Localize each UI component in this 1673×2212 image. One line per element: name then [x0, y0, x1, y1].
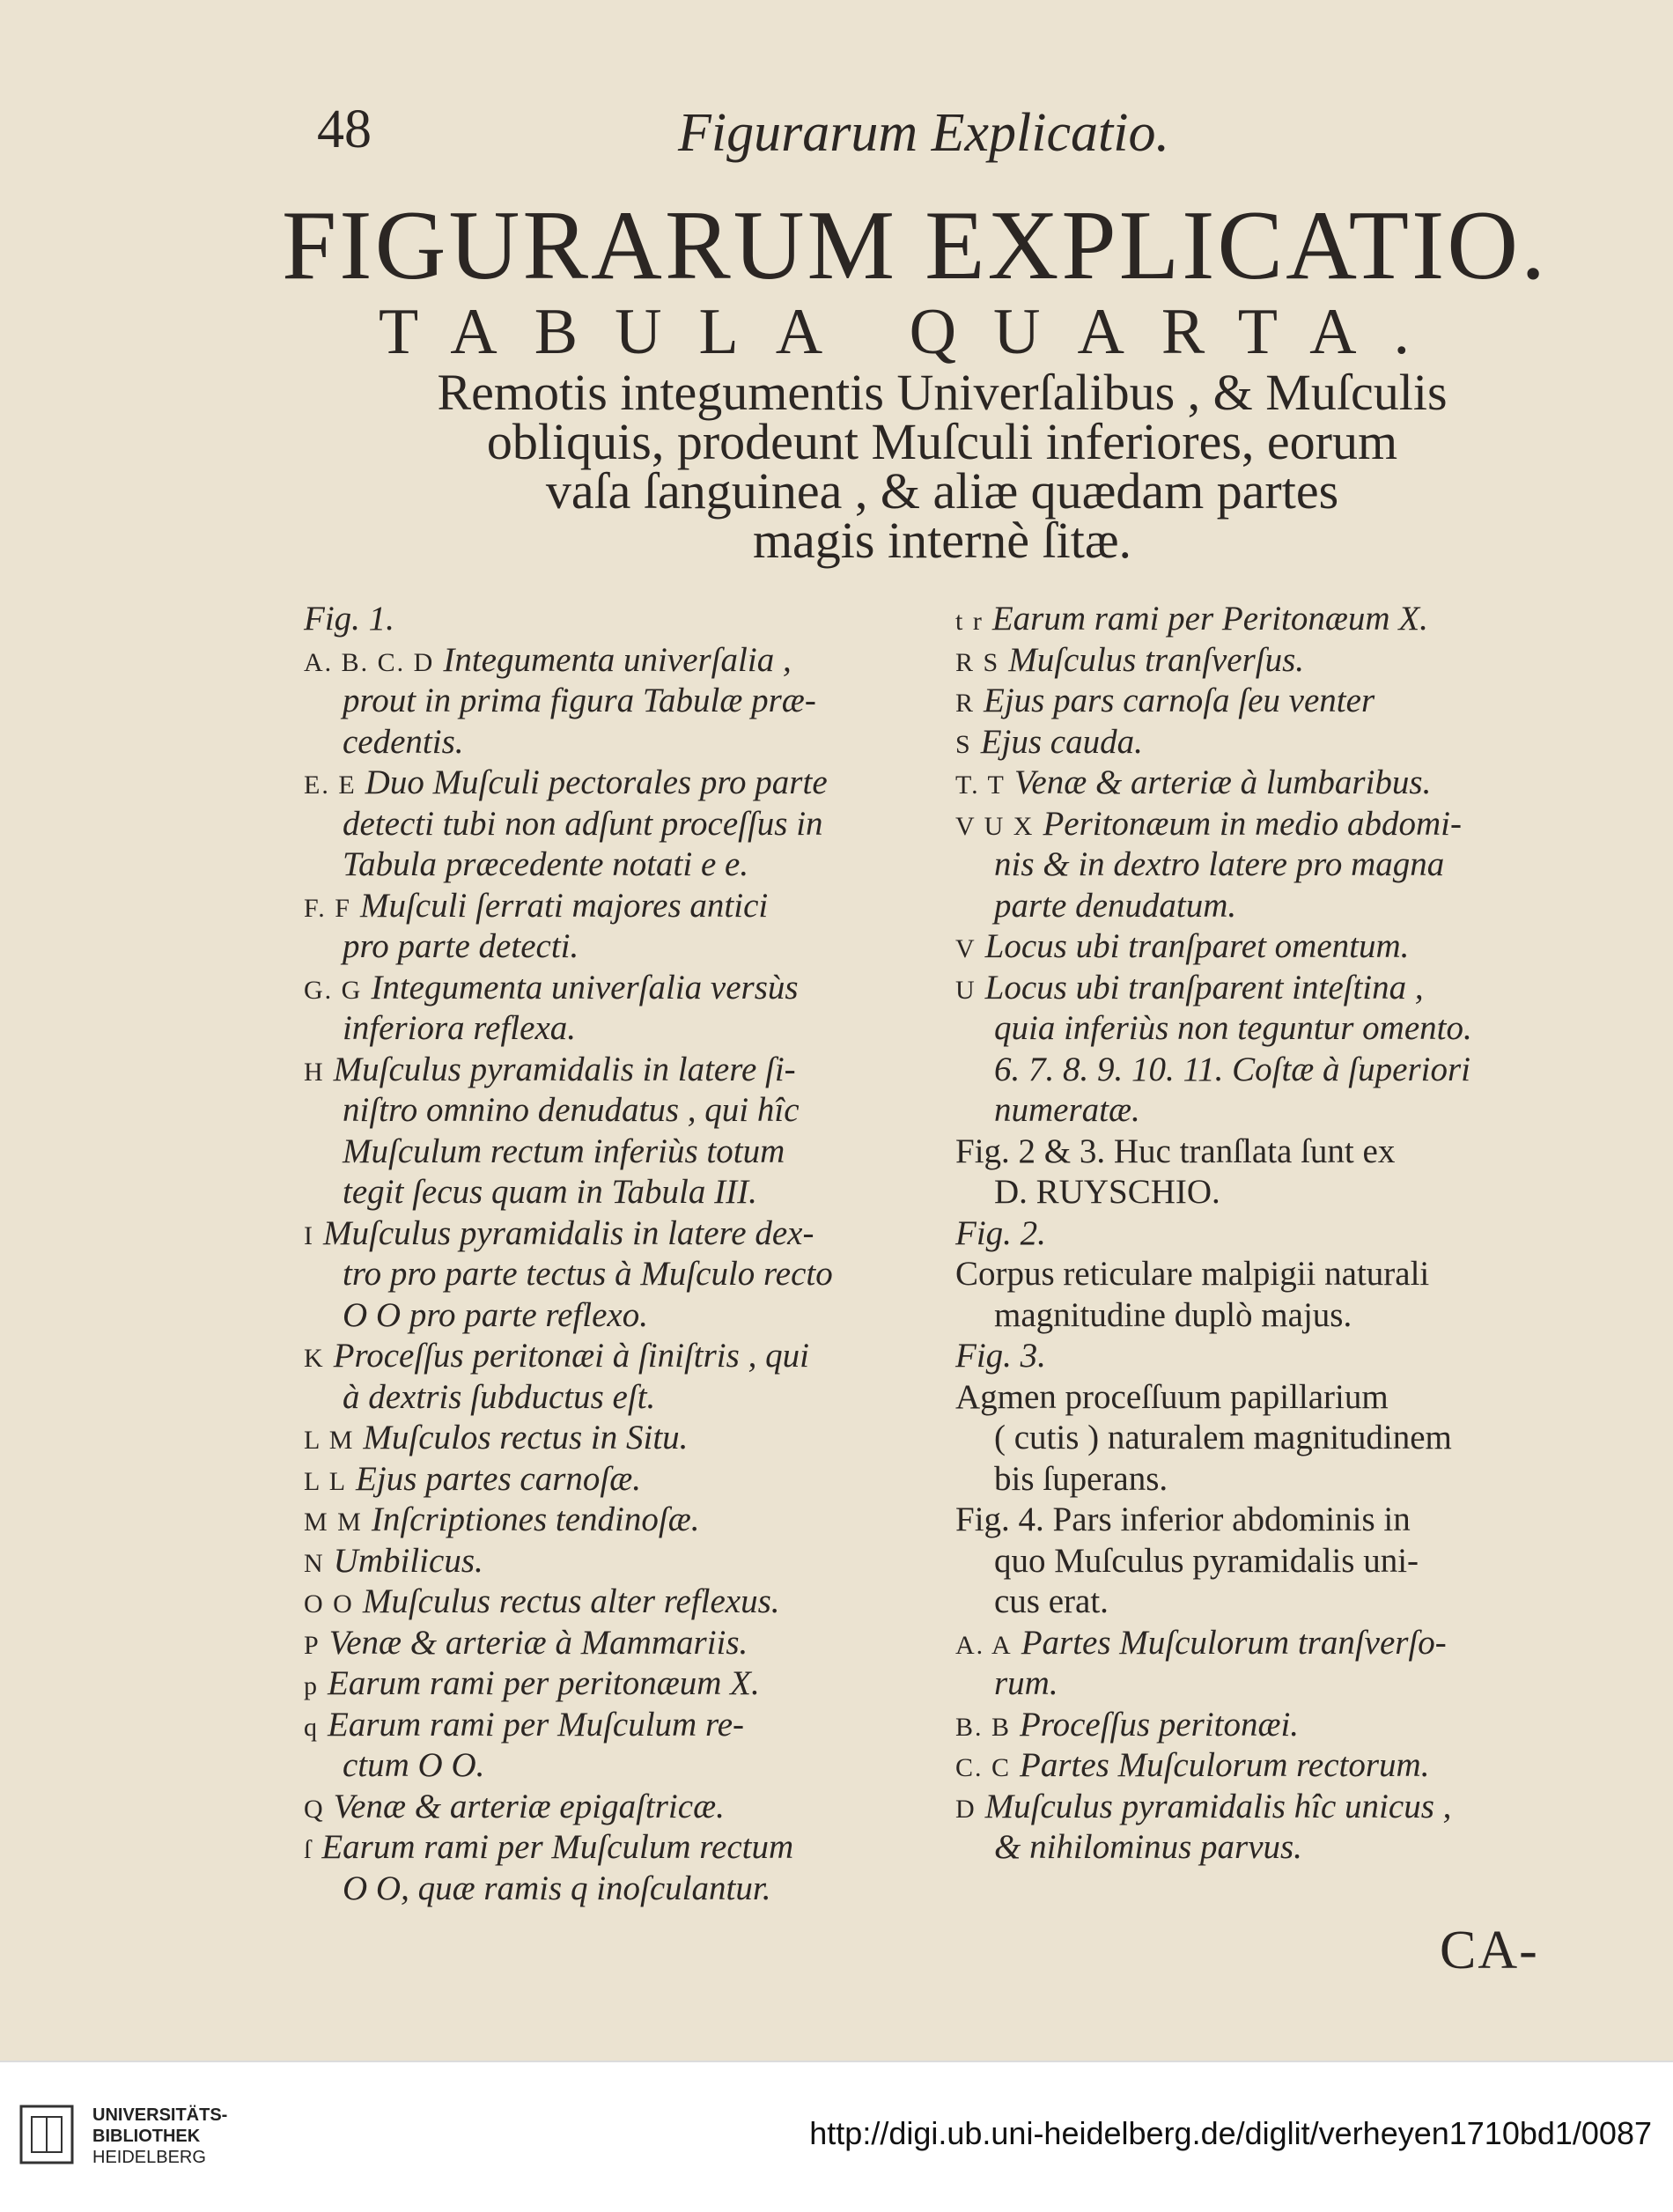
legend-line — [955, 1459, 1554, 1500]
legend-key: L M — [304, 1426, 355, 1455]
subtitle: TABULA QUARTA. — [379, 296, 1448, 368]
legend-key: V U X — [955, 811, 1035, 841]
legend-line — [955, 926, 1554, 968]
legend-line — [304, 804, 920, 845]
legend-text: prout in prima figura Tabulæ præ- — [343, 682, 816, 719]
legend-key: q — [304, 1712, 319, 1742]
legend-key: T. T — [955, 771, 1006, 800]
legend-key: A. A — [955, 1630, 1013, 1660]
legend-text: Integumenta univerſalia versùs — [371, 968, 799, 1006]
legend-line — [955, 1500, 1554, 1541]
legend-text: Peritonæum in medio abdomi- — [1043, 804, 1462, 843]
legend-line — [955, 1090, 1554, 1132]
legend-text: Venæ & arteriæ à lumbaribus. — [1013, 763, 1432, 801]
legend-text: Partes Muſculorum rectorum. — [1020, 1746, 1430, 1784]
source-url-link[interactable]: http://digi.ub.uni-heidelberg.de/diglit/verheyen1710bd1/0087 — [809, 2115, 1652, 2151]
legend-key: V — [955, 934, 977, 963]
legend-text: ( cutis ) naturalem magnitudinem — [994, 1419, 1452, 1456]
legend-text: tro pro parte tectus à Muſculo recto — [343, 1255, 833, 1293]
legend-text: niſtro omnino denudatus , qui hîc — [343, 1091, 800, 1129]
legend-text: cedentis. — [343, 722, 464, 761]
legend-key: F. F — [304, 893, 351, 923]
legend-line — [955, 1623, 1554, 1664]
legend-text: Agmen proceſſuum papillarium — [955, 1377, 1389, 1416]
intro-line: magis internè ſitæ. — [752, 512, 1132, 569]
legend-key: A. B. C. D — [304, 647, 435, 677]
legend-line — [955, 804, 1554, 845]
legend-key: G. G — [304, 975, 363, 1005]
legend-text: Earum rami per Muſculum rectum — [321, 1828, 794, 1866]
legend-key: I — [304, 1220, 314, 1250]
legend-key: C. C — [955, 1753, 1012, 1782]
legend-text: & nihilominus parvus. — [994, 1828, 1302, 1866]
university-seal-icon — [16, 2099, 77, 2170]
legend-text: ctum O O. — [343, 1746, 485, 1784]
legend-line — [955, 968, 1554, 1009]
legend-text: Partes Muſculorum tranſverſo- — [1021, 1623, 1447, 1662]
legend-text: Integumenta univerſalia , — [443, 640, 792, 679]
legend-line — [304, 1787, 920, 1828]
legend-line — [304, 1582, 920, 1623]
legend-line — [955, 1254, 1554, 1295]
legend-line — [304, 722, 920, 763]
legend-text: rum. — [994, 1664, 1058, 1702]
intro-line: obliquis, prodeunt Muſculi inferiores, eorum — [486, 413, 1398, 470]
legend-text: Locus ubi tranſparet omentum. — [984, 927, 1410, 965]
legend-line — [955, 1213, 1554, 1255]
legend-line — [955, 1787, 1554, 1828]
legend-key: N — [304, 1548, 325, 1578]
legend-text: Fig. 4. Pars inferior abdominis in — [955, 1500, 1411, 1538]
legend-key: B. B — [955, 1712, 1012, 1742]
legend-key: K — [304, 1344, 325, 1373]
legend-text: nis & in dextro latere pro magna — [994, 845, 1445, 883]
legend-text: inferiora reflexa. — [343, 1009, 577, 1047]
legend-key: D — [955, 1794, 977, 1824]
legend-line — [304, 1663, 920, 1705]
legend-text: Umbilicus. — [333, 1541, 483, 1580]
legend-line — [304, 1500, 920, 1541]
legend-key: R S — [955, 647, 1000, 677]
legend-text: Muſculum rectum inferiùs totum — [343, 1132, 785, 1170]
legend-key: H — [304, 1057, 325, 1087]
legend-text: Muſculus tranſverſus. — [1008, 640, 1305, 679]
legend-line — [304, 1336, 920, 1377]
legend-text: bis ſuperans. — [994, 1459, 1168, 1498]
legend-line — [304, 640, 920, 682]
logo-line: BIBLIOTHEK — [92, 2127, 201, 2146]
legend-text: Proceſſus peritonæi. — [1020, 1705, 1300, 1744]
running-head — [317, 99, 1550, 169]
legend-key: ſ — [304, 1835, 313, 1864]
right-column — [955, 599, 1554, 1869]
legend-line — [304, 599, 920, 640]
legend-key: O O — [304, 1589, 354, 1618]
legend-line — [304, 1377, 920, 1419]
legend-line — [304, 1459, 920, 1500]
legend-text: Proceſſus peritonæi à ſiniſtris , qui — [333, 1337, 809, 1375]
legend-key: Q — [304, 1794, 325, 1824]
legend-text: Locus ubi tranſparent inteſtina , — [984, 968, 1424, 1006]
legend-text: Fig. 3. — [955, 1337, 1046, 1375]
legend-text: Venæ & arteriæ epigaſtricæ. — [333, 1787, 725, 1825]
legend-key: t r — [955, 607, 984, 636]
legend-line — [955, 886, 1554, 927]
legend-line — [304, 1213, 920, 1255]
intro-paragraph — [343, 364, 1541, 569]
legend-line — [304, 1050, 920, 1091]
legend-line — [955, 640, 1554, 682]
legend-line — [304, 1705, 920, 1746]
legend-text: Inſcriptiones tendinoſæ. — [371, 1500, 700, 1538]
legend-text: Muſculus pyramidalis in latere ſi- — [333, 1050, 796, 1088]
footer-bar — [0, 2061, 1673, 2212]
legend-text: pro parte detecti. — [343, 927, 579, 965]
legend-text: Duo Muſculi pectorales pro parte — [365, 763, 828, 801]
left-column — [304, 599, 920, 1909]
legend-text: Tabula præcedente notati e e. — [343, 845, 749, 883]
legend-key: R — [955, 689, 976, 718]
legend-line — [304, 1623, 920, 1664]
legend-key: p — [304, 1671, 319, 1700]
legend-line — [955, 1418, 1554, 1459]
legend-line — [304, 844, 920, 886]
legend-text: D. RUYSCHIO. — [994, 1173, 1220, 1211]
legend-line — [955, 722, 1554, 763]
legend-line — [304, 1418, 920, 1459]
legend-text: cus erat. — [994, 1582, 1109, 1620]
legend-text: numeratæ. — [994, 1091, 1140, 1129]
legend-line — [955, 681, 1554, 722]
logo-line: UNIVERSITÄTS- — [92, 2105, 228, 2125]
legend-text: Earum rami per Peritonæum X. — [991, 600, 1428, 638]
legend-line — [304, 1869, 920, 1910]
legend-text: Muſculus rectus alter reflexus. — [362, 1582, 780, 1620]
intro-line: vaſa ſanguinea , & aliæ quædam partes — [545, 462, 1339, 520]
legend-line — [304, 1745, 920, 1787]
legend-line — [955, 1008, 1554, 1050]
legend-line — [304, 763, 920, 804]
legend-text: Muſculus pyramidalis hîc unicus , — [984, 1787, 1452, 1825]
catchword: CA- — [1440, 1921, 1539, 1980]
legend-text: magnitudine duplò majus. — [994, 1295, 1352, 1334]
legend-line — [304, 1172, 920, 1213]
legend-text: à dextris ſubductus eſt. — [343, 1377, 656, 1416]
legend-key: U — [955, 975, 977, 1005]
legend-text: Corpus reticulare malpigii naturali — [955, 1255, 1430, 1293]
legend-line — [955, 844, 1554, 886]
running-title: Figurarum Explicatio. — [678, 103, 1169, 163]
intro-line: Remotis integumentis Univerſalibus , & Muſculis — [437, 364, 1448, 421]
legend-text: Muſculus pyramidalis in latere dex- — [323, 1213, 814, 1252]
legend-text: O O, quæ ramis q inoſculantur. — [343, 1869, 771, 1907]
legend-line — [304, 1008, 920, 1050]
legend-text: Ejus pars carnoſa ſeu venter — [984, 682, 1375, 719]
legend-line — [304, 968, 920, 1009]
legend-line — [955, 1582, 1554, 1623]
legend-key: L L — [304, 1466, 348, 1496]
legend-key: P — [304, 1630, 321, 1660]
main-title: FIGURARUM EXPLICATIO. — [282, 191, 1549, 300]
legend-line — [304, 1132, 920, 1173]
legend-key: M M — [304, 1508, 363, 1537]
legend-line — [304, 1254, 920, 1295]
legend-line — [955, 1295, 1554, 1337]
legend-text: O O pro parte reflexo. — [343, 1295, 648, 1334]
legend-text: Fig. 1. — [304, 600, 394, 638]
legend-line — [304, 1090, 920, 1132]
legend-line — [955, 1336, 1554, 1377]
legend-line — [304, 886, 920, 927]
legend-text: detecti tubi non adſunt proceſſus in — [343, 804, 823, 843]
legend-text: 6. 7. 8. 9. 10. 11. Coſtæ à ſuperiori — [994, 1050, 1470, 1088]
legend-line — [955, 1827, 1554, 1869]
legend-line — [955, 1541, 1554, 1582]
legend-text: Earum rami per Muſculum re- — [328, 1705, 744, 1744]
legend-line — [955, 1050, 1554, 1091]
legend-key: S — [955, 729, 972, 759]
legend-text: Fig. 2. — [955, 1213, 1046, 1252]
legend-text: Fig. 2 & 3. Huc tranſlata ſunt ex — [955, 1132, 1396, 1170]
legend-text: Venæ & arteriæ à Mammariis. — [328, 1623, 748, 1662]
legend-line — [955, 1705, 1554, 1746]
legend-line — [955, 1663, 1554, 1705]
logo-line: HEIDELBERG — [92, 2148, 206, 2167]
legend-line — [304, 1541, 920, 1582]
legend-text: Muſculi ſerrati majores antici — [359, 886, 769, 925]
legend-text: Earum rami per peritonæum X. — [328, 1664, 760, 1702]
legend-text: tegit ſecus quam in Tabula III. — [343, 1173, 757, 1211]
legend-line — [304, 1295, 920, 1337]
legend-line — [304, 926, 920, 968]
legend-line — [304, 681, 920, 722]
library-logo-text — [92, 2105, 227, 2168]
legend-text: Ejus cauda. — [980, 722, 1143, 761]
legend-line — [955, 599, 1554, 640]
legend-line — [304, 1827, 920, 1869]
legend-line — [955, 1172, 1554, 1213]
legend-line — [955, 1377, 1554, 1419]
legend-text: Muſculos rectus in Situ. — [363, 1419, 689, 1456]
legend-line — [955, 763, 1554, 804]
legend-text: quo Muſculus pyramidalis uni- — [994, 1541, 1419, 1580]
legend-line — [955, 1132, 1554, 1173]
legend-text: parte denudatum. — [994, 886, 1237, 925]
legend-text: Ejus partes carnoſæ. — [356, 1459, 641, 1498]
legend-key: E. E — [304, 771, 357, 800]
page-number: 48 — [317, 100, 372, 159]
legend-text: quia inferiùs non teguntur omento. — [994, 1009, 1472, 1047]
legend-line — [955, 1745, 1554, 1787]
